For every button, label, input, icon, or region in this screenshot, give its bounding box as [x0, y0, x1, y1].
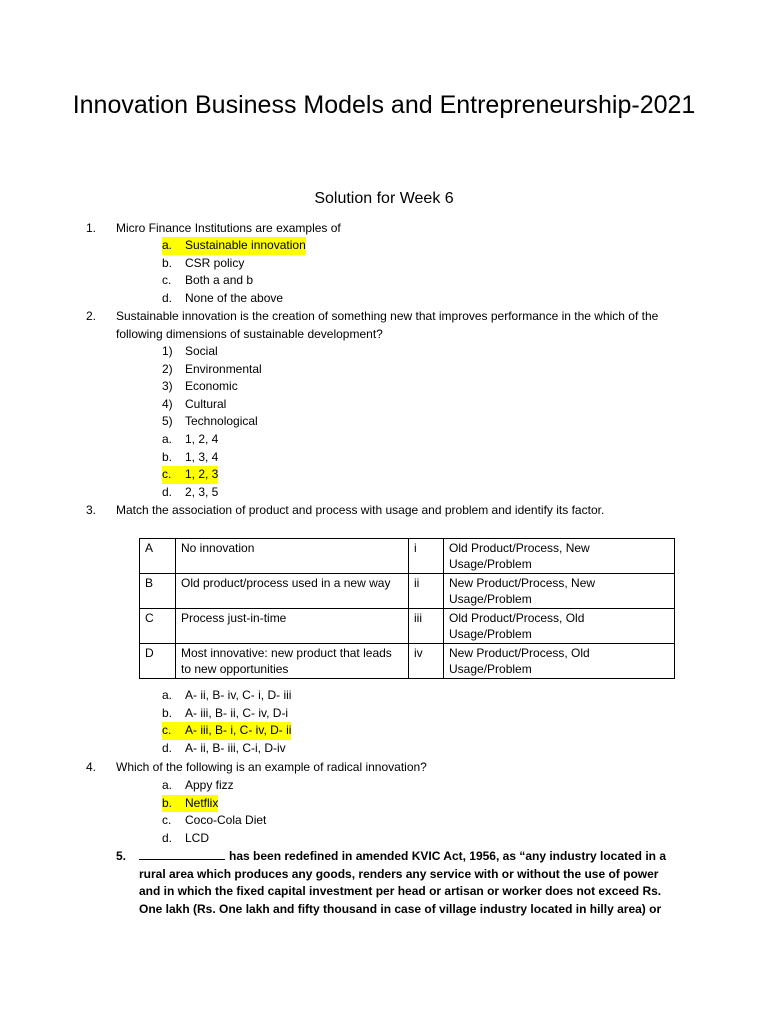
- answer-option: [162, 740, 291, 758]
- answer-option: [162, 431, 262, 449]
- option-content: [162, 484, 218, 502]
- table-row: [140, 574, 675, 609]
- row-match: New Product/Process, New Usage/Problem: [444, 574, 675, 609]
- option-text: Sustainable innovation: [185, 238, 306, 252]
- option-text: Technological: [185, 414, 258, 429]
- answer-option: [162, 361, 262, 379]
- document-title: Innovation Business Models and Entrepreneurship-2021: [72, 91, 696, 119]
- option-content: [162, 413, 258, 431]
- row-match: New Product/Process, Old Usage/Problem: [444, 644, 675, 679]
- option-text: CSR policy: [185, 255, 245, 270]
- option-letter: a.: [162, 688, 173, 702]
- question-number: 3.: [86, 503, 97, 517]
- question-1-options: [162, 237, 306, 307]
- option-text: Environmental: [185, 361, 262, 376]
- row-letter: B: [140, 574, 176, 609]
- answer-option: [162, 396, 262, 414]
- option-text: Coco-Cola Diet: [185, 813, 267, 828]
- option-text: Cultural: [185, 396, 227, 411]
- option-text: None of the above: [185, 290, 284, 305]
- document-subtitle: Solution for Week 6: [314, 190, 454, 207]
- answer-option: [162, 449, 262, 467]
- row-numeral: i: [409, 539, 444, 574]
- question-number: 2.: [86, 309, 97, 323]
- option-text: LCD: [185, 830, 210, 845]
- option-content: [162, 378, 238, 396]
- row-description: No innovation: [176, 539, 409, 574]
- question-number: 5.: [116, 849, 127, 863]
- question-4: [86, 759, 676, 777]
- option-letter: c.: [162, 723, 172, 738]
- option-letter: d.: [162, 484, 173, 499]
- option-letter: d.: [162, 740, 173, 755]
- option-letter: c.: [162, 273, 172, 288]
- answer-option: [162, 413, 262, 431]
- table-row: [140, 609, 675, 644]
- row-match: Old Product/Process, Old Usage/Problem: [444, 609, 675, 644]
- option-text: A- iii, B- ii, C- iv, D-i: [185, 705, 289, 720]
- option-text: Both a and b: [185, 273, 254, 288]
- answer-option: [162, 777, 266, 795]
- option-letter: 1): [162, 344, 173, 358]
- option-text: Netflix: [185, 795, 219, 810]
- table-row: [140, 644, 675, 679]
- option-letter: 5): [162, 414, 173, 429]
- question-text: Micro Finance Institutions are examples of: [116, 221, 341, 235]
- option-letter: 3): [162, 379, 173, 394]
- option-letter: b.: [162, 795, 173, 810]
- option-letter: d.: [162, 830, 173, 845]
- question-text: Which of the following is an example of radical innovation?: [116, 760, 427, 774]
- question-text: Sustainable innovation is the creation of something new that improves performance in the which of the following dimensions of sustainable development?: [116, 309, 659, 341]
- option-text: 1, 2, 3: [185, 467, 219, 482]
- table-row: [140, 539, 675, 574]
- answer-option: [162, 705, 291, 723]
- option-letter: a.: [162, 238, 173, 252]
- answer-option: [162, 722, 291, 740]
- row-numeral: iii: [409, 609, 444, 644]
- option-text: Social: [185, 344, 218, 358]
- option-letter: 4): [162, 396, 173, 411]
- row-description: Most innovative: new product that leads to new opportunities: [176, 644, 409, 679]
- answer-option: [162, 290, 306, 308]
- row-letter: C: [140, 609, 176, 644]
- highlighted-answer: [162, 795, 218, 813]
- answer-option: [162, 687, 291, 705]
- question-number: 4.: [86, 760, 97, 774]
- option-content: [162, 705, 288, 723]
- question-2-options: [162, 343, 262, 501]
- row-letter: A: [140, 539, 176, 574]
- row-match: Old Product/Process, New Usage/Problem: [444, 539, 675, 574]
- answer-option: [162, 237, 306, 255]
- question-3-options: [162, 687, 291, 757]
- option-content: [162, 449, 218, 467]
- option-letter: b.: [162, 449, 173, 464]
- option-text: 2, 3, 5: [185, 484, 219, 499]
- row-letter: D: [140, 644, 176, 679]
- answer-option: [162, 812, 266, 830]
- highlighted-answer: [162, 722, 291, 740]
- option-letter: 2): [162, 361, 173, 376]
- option-text: Appy fizz: [185, 778, 234, 792]
- option-content: [162, 272, 253, 290]
- option-text: A- ii, B- iii, C-i, D-iv: [185, 740, 286, 755]
- option-text: 1, 3, 4: [185, 449, 219, 464]
- option-letter: d.: [162, 290, 173, 305]
- highlighted-answer: [162, 237, 306, 255]
- row-description: Process just-in-time: [176, 609, 409, 644]
- question-3: [86, 502, 676, 520]
- match-table: [139, 538, 675, 679]
- option-content: [162, 812, 266, 830]
- option-content: [162, 830, 209, 848]
- question-4-options: [162, 777, 266, 847]
- option-text: Economic: [185, 379, 238, 394]
- answer-option: [162, 484, 262, 502]
- answer-option: [162, 378, 262, 396]
- option-content: [162, 740, 286, 758]
- option-letter: c.: [162, 813, 172, 828]
- question-1: [86, 220, 676, 238]
- option-content: [162, 290, 283, 308]
- option-content: [162, 255, 244, 273]
- highlighted-answer: [162, 466, 218, 484]
- answer-option: [162, 343, 262, 361]
- option-content: [162, 343, 218, 361]
- question-text: has been redefined in amended KVIC Act, 1956, as “any industry located in a rural area which produces any goods, renders any service with or without the use of power and in which the fixed capital investment per head or artisan or worker does not exceed Rs. One lakh (Rs. One lakh and fifty thousand in case of village industry located in hilly area) or: [139, 849, 667, 916]
- question-text: Match the association of product and process with usage and problem and identify its factor.: [116, 503, 605, 517]
- option-letter: b.: [162, 255, 173, 270]
- option-letter: b.: [162, 705, 173, 720]
- question-number: 1.: [86, 221, 97, 235]
- answer-option: [162, 795, 266, 813]
- option-letter: a.: [162, 431, 173, 446]
- option-content: [162, 361, 262, 379]
- row-numeral: iv: [409, 644, 444, 679]
- answer-option: [162, 466, 262, 484]
- fill-in-blank: [139, 848, 225, 860]
- option-content: [162, 396, 226, 414]
- answer-option: [162, 830, 266, 848]
- option-letter: c.: [162, 467, 172, 482]
- option-content: [162, 431, 218, 449]
- question-5: [116, 848, 679, 918]
- row-numeral: ii: [409, 574, 444, 609]
- question-2: [86, 308, 676, 343]
- option-text: A- ii, B- iv, C- i, D- iii: [185, 688, 292, 702]
- answer-option: [162, 255, 306, 273]
- option-content: [162, 777, 234, 795]
- option-content: [162, 687, 291, 705]
- answer-option: [162, 272, 306, 290]
- option-letter: a.: [162, 778, 173, 792]
- row-description: Old product/process used in a new way: [176, 574, 409, 609]
- option-text: A- iii, B- i, C- iv, D- ii: [185, 723, 292, 738]
- option-text: 1, 2, 4: [185, 431, 219, 446]
